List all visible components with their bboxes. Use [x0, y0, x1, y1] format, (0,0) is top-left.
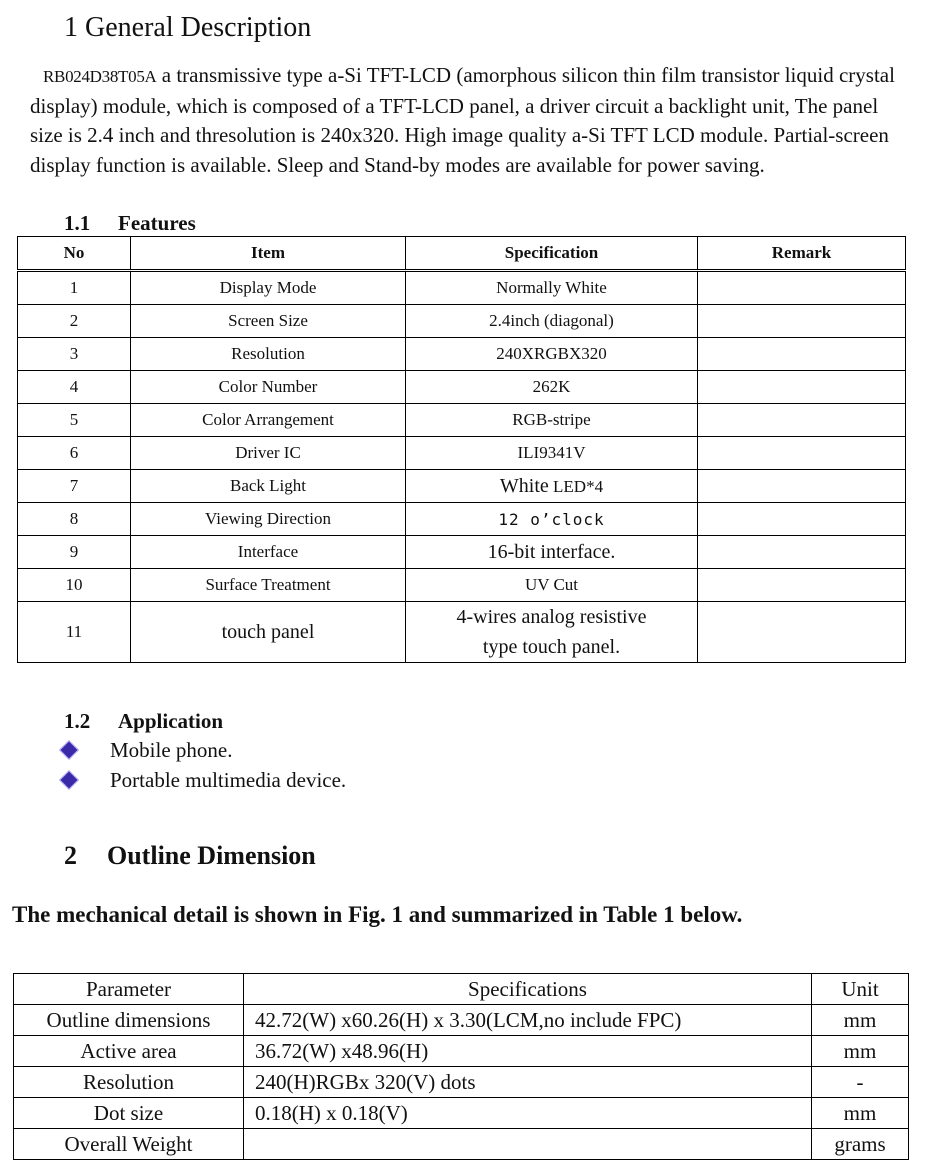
- cell-spec: 240XRGBX320: [406, 338, 698, 371]
- cell-remark: [698, 305, 906, 338]
- features-title: Features: [118, 211, 196, 235]
- application-number: 1.2: [64, 709, 91, 733]
- cell-parameter: Active area: [14, 1036, 244, 1067]
- cell-parameter: Resolution: [14, 1067, 244, 1098]
- diamond-bullet-icon: [59, 740, 79, 760]
- table-row: [18, 437, 906, 470]
- cell-remark: [698, 404, 906, 437]
- cell-spec: 2.4inch (diagonal): [406, 305, 698, 338]
- cell-spec: 240(H)RGBx 320(V) dots: [244, 1067, 812, 1098]
- cell-spec: 12 o’clock: [406, 503, 698, 536]
- cell-remark: [698, 536, 906, 569]
- header-remark: Remark: [698, 237, 906, 271]
- header-item: Item: [131, 237, 406, 271]
- spec-line-1: 4-wires analog resistive: [456, 606, 647, 628]
- intro-text: a transmissive type a-Si TFT-LCD (amorphous silicon thin film transistor liquid crystal display) module, which is composed of a TFT-LCD panel, a driver circuit a backlight unit, The panel size is 2.4 inch and thresolution is 240x320. High image quality a-Si TFT LCD module. Partial-screen display function is available. Sleep and Stand-by modes are available for power saving.: [30, 63, 895, 177]
- cell-spec: [406, 602, 698, 663]
- cell-item: Interface: [131, 536, 406, 569]
- header-specifications: Specifications: [244, 974, 812, 1005]
- cell-no: 7: [18, 470, 131, 503]
- table-row: [18, 338, 906, 371]
- table-row: [18, 470, 906, 503]
- cell-item: Color Arrangement: [131, 404, 406, 437]
- table-row: [18, 536, 906, 569]
- cell-unit: mm: [812, 1098, 909, 1129]
- header-unit: Unit: [812, 974, 909, 1005]
- table-row: [14, 1129, 909, 1160]
- section-2-title: [64, 839, 316, 873]
- cell-item: Screen Size: [131, 305, 406, 338]
- cell-remark: [698, 371, 906, 404]
- cell-spec: 42.72(W) x60.26(H) x 3.30(LCM,no include FPC): [244, 1005, 812, 1036]
- cell-remark: [698, 271, 906, 305]
- cell-item: Display Mode: [131, 271, 406, 305]
- cell-unit: mm: [812, 1005, 909, 1036]
- application-title: Application: [118, 709, 224, 733]
- cell-no: 8: [18, 503, 131, 536]
- table-row: [14, 1067, 909, 1098]
- cell-unit: grams: [812, 1129, 909, 1160]
- cell-remark: [698, 470, 906, 503]
- table-row: [14, 1098, 909, 1129]
- cell-spec: 262K: [406, 371, 698, 404]
- diamond-bullet-icon: [59, 770, 79, 790]
- application-item: Mobile phone.: [110, 738, 233, 762]
- cell-no: 6: [18, 437, 131, 470]
- cell-unit: -: [812, 1067, 909, 1098]
- section-2-number: 2: [64, 841, 77, 870]
- cell-spec: [406, 470, 698, 503]
- table-row: [18, 305, 906, 338]
- spec-part-b: LED*4: [553, 476, 604, 496]
- spec-part-a: White: [499, 474, 549, 497]
- cell-no: 11: [18, 602, 131, 663]
- table-row: [18, 271, 906, 305]
- header-parameter: Parameter: [14, 974, 244, 1005]
- cell-spec: 36.72(W) x48.96(H): [244, 1036, 812, 1067]
- table-row: [18, 569, 906, 602]
- cell-no: 5: [18, 404, 131, 437]
- cell-spec: ILI9341V: [406, 437, 698, 470]
- cell-item: Driver IC: [131, 437, 406, 470]
- cell-no: 4: [18, 371, 131, 404]
- features-header-row: [18, 237, 906, 271]
- section-1-title: 1 General Description: [64, 12, 312, 43]
- cell-remark: [698, 569, 906, 602]
- cell-unit: mm: [812, 1036, 909, 1067]
- table-row: [18, 602, 906, 663]
- cell-remark: [698, 503, 906, 536]
- table-row: [18, 503, 906, 536]
- cell-spec: 0.18(H) x 0.18(V): [244, 1098, 812, 1129]
- header-no: No: [18, 237, 131, 271]
- cell-item: Resolution: [131, 338, 406, 371]
- cell-spec: [244, 1129, 812, 1160]
- model-number: RB024D38T05A: [43, 67, 157, 86]
- spec-line-2: type touch panel.: [482, 636, 621, 658]
- cell-spec: UV Cut: [406, 569, 698, 602]
- cell-parameter: Outline dimensions: [14, 1005, 244, 1036]
- table-row: [14, 1005, 909, 1036]
- features-table: [17, 236, 906, 663]
- header-specification: Specification: [406, 237, 698, 271]
- table-row: [18, 404, 906, 437]
- section-2-heading: Outline Dimension: [107, 841, 316, 870]
- cell-remark: [698, 338, 906, 371]
- application-heading: [64, 707, 223, 735]
- table-row: [14, 1036, 909, 1067]
- cell-parameter: Overall Weight: [14, 1129, 244, 1160]
- cell-item: Back Light: [131, 470, 406, 503]
- cell-no: 3: [18, 338, 131, 371]
- table-row: [18, 371, 906, 404]
- cell-item: Surface Treatment: [131, 569, 406, 602]
- intro-paragraph: [30, 61, 910, 180]
- features-number: 1.1: [64, 211, 91, 235]
- cell-no: 10: [18, 569, 131, 602]
- cell-no: 9: [18, 536, 131, 569]
- cell-parameter: Dot size: [14, 1098, 244, 1129]
- cell-spec: RGB-stripe: [406, 404, 698, 437]
- dimensions-header-row: [14, 974, 909, 1005]
- cell-remark: [698, 437, 906, 470]
- cell-item: Viewing Direction: [131, 503, 406, 536]
- cell-no: 2: [18, 305, 131, 338]
- features-heading: [64, 209, 196, 237]
- cell-item: touch panel: [131, 602, 406, 663]
- cell-spec: Normally White: [406, 271, 698, 305]
- cell-no: 1: [18, 271, 131, 305]
- dimensions-table: [13, 973, 909, 1160]
- cell-item: Color Number: [131, 371, 406, 404]
- application-item: Portable multimedia device.: [110, 768, 347, 792]
- cell-spec: 16-bit interface.: [406, 536, 698, 569]
- mechanical-note: The mechanical detail is shown in Fig. 1 and summarized in Table 1 below.: [12, 902, 743, 927]
- cell-remark: [698, 602, 906, 663]
